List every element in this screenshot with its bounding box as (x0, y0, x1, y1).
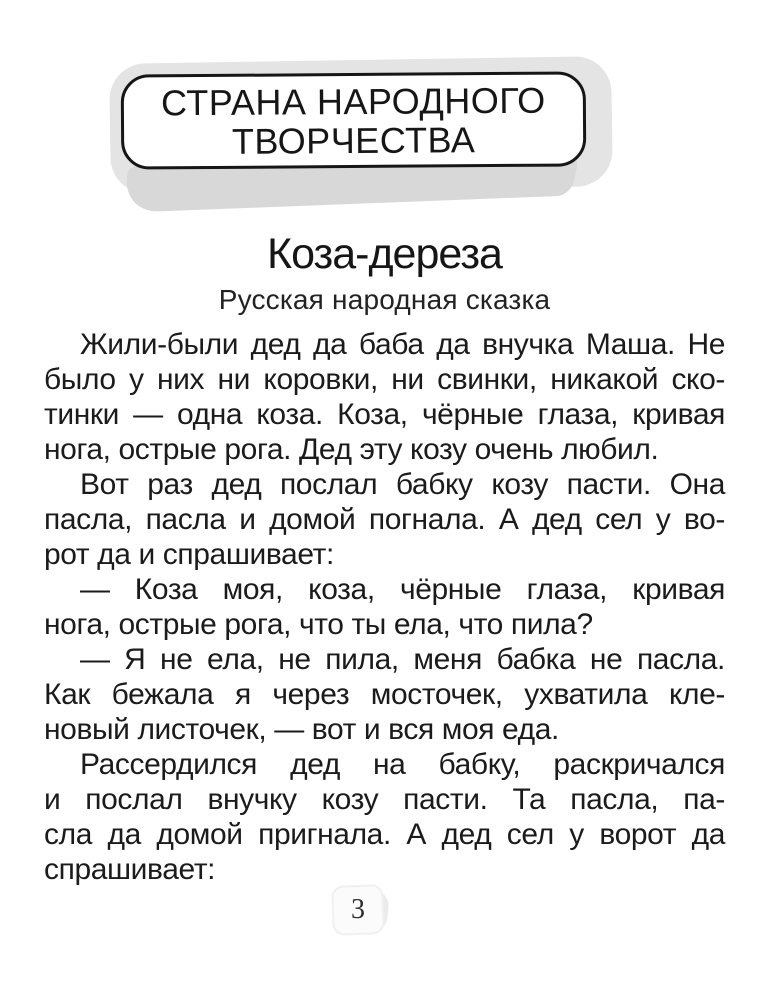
story-line: нога, острые рога, что ты ела, что пила? (44, 608, 593, 641)
story-line: и послал внучку козу пасти. Та пасла, па- (44, 783, 725, 816)
story-line: спрашивает: (44, 853, 216, 886)
story-line: тинки — одна коза. Коза, чёрные глаза, кривая (44, 398, 725, 431)
section-title-line1: СТРАНА НАРОДНОГО (160, 79, 546, 123)
story-line: — Я не ела, не пила, меня бабка не пасла. (80, 643, 725, 676)
story-line: нога, острые рога. Дед эту козу очень любил. (44, 433, 659, 466)
story-line: рот да и спрашивает: (44, 538, 334, 571)
story-line: Как бежала я через мосточек, ухватила кле- (44, 678, 725, 711)
story-line: Жили-были дед да баба да внучка Маша. Не (80, 328, 725, 361)
story-line: Вот раз дед послал бабку козу пасти. Она (80, 468, 725, 501)
story-line: пасла, пасла и домой погнала. А дед сел у во- (44, 503, 725, 536)
page-badge-box (331, 884, 385, 936)
badge-box (121, 71, 587, 169)
story-text (44, 327, 725, 887)
story-subtitle: Русская народная сказка (218, 284, 551, 315)
story-line: Рассердился дед на бабку, раскричался (80, 748, 725, 781)
section-header-badge (110, 58, 612, 208)
story-title: Коза-дереза (267, 230, 502, 278)
page-number: 3 (351, 894, 365, 925)
section-title-line2: ТВОРЧЕСТВА (231, 118, 476, 162)
story-line: было у них ни коровки, ни свинки, никакой ско- (44, 363, 725, 396)
story-line: — Коза моя, коза, чёрные глаза, кривая (80, 573, 725, 606)
story-line: сла да домой пригнала. А дед сел у ворот да (44, 818, 725, 851)
page-number-badge (331, 884, 391, 936)
story-line: новый листочек, — вот и вся моя еда. (44, 713, 559, 746)
